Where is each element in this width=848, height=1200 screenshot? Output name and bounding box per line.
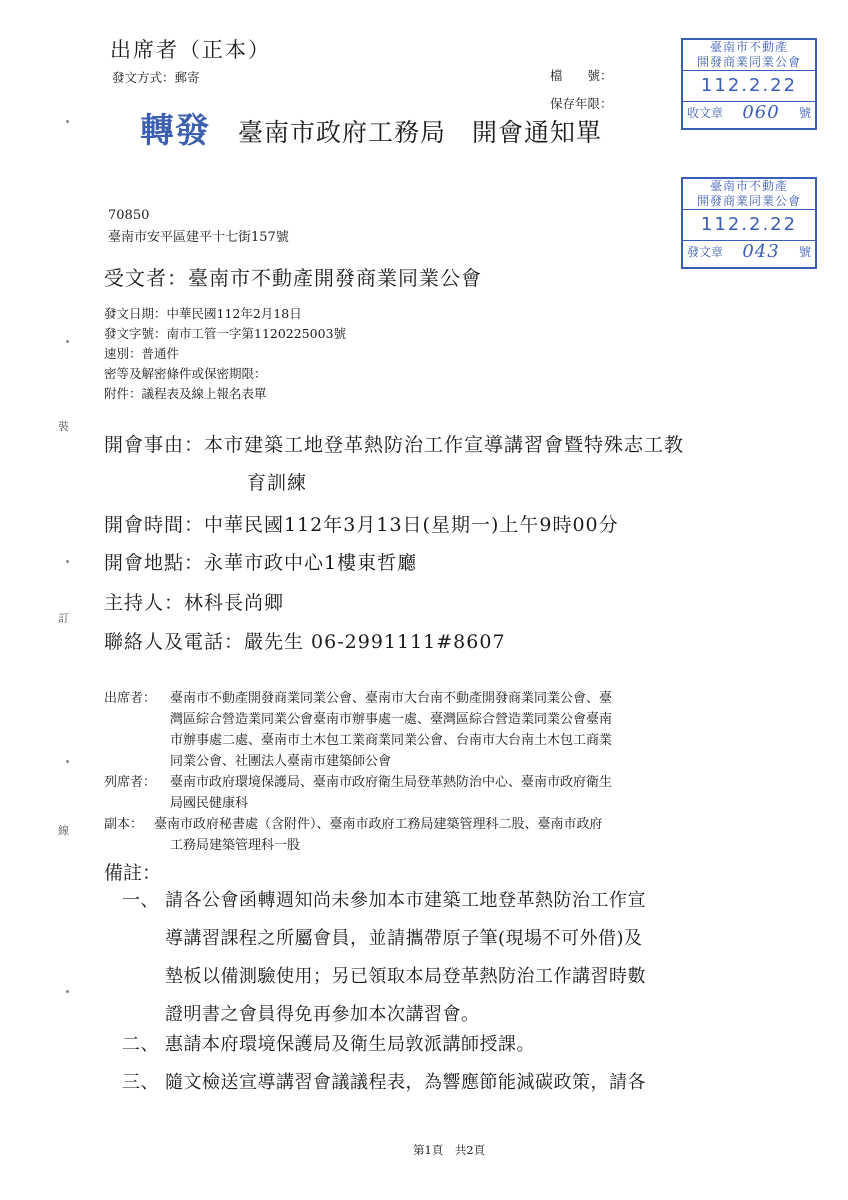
note-marker: 三、 [122,1072,159,1093]
note-line: 請各公會函轉週知尚未參加本市建築工地登革熱防治工作宣 [165,890,646,911]
observers-list [170,772,612,814]
note-item-1 [165,882,646,1034]
note-item-2 [165,1026,535,1064]
meeting-host: 主持人：林科長尚卿 [104,592,285,614]
street-address: 臺南市安平區建平十七街157號 [108,230,289,245]
meeting-reason: 開會事由：本市建築工地登革熱防治工作宣導講習會暨特殊志工教 [104,434,685,456]
speed-class: 速別：普通件 [104,346,180,361]
attendees-line: 同業公會、社團法人臺南市建築師公會 [170,754,392,769]
margin-dot [66,760,69,763]
note-line: 惠請本府環境保護局及衛生局敦派講師授課。 [165,1034,535,1055]
stamp-suffix: 號 [798,106,811,120]
attendees-line: 臺南市不動產開發商業同業公會、臺南市大台南不動產開發商業同業公會、臺 [170,691,613,706]
stamp-org-line2: 開發商業同業公會 [683,194,815,210]
note-line: 證明書之會員得免再參加本次講習會。 [165,1004,480,1025]
secrecy-level: 密等及解密條件或保密期限： [104,366,267,381]
attendees-list [170,688,612,772]
document-number: 發文字號：南市工管一字第1120225003號 [104,326,347,341]
note-line: 導講習課程之所屬會員，並請攜帶原子筆(現場不可外借)及 [165,928,643,949]
recipient: 受文者：臺南市不動產開發商業同業公會 [104,266,482,290]
note-item-3 [165,1064,646,1102]
page-number: 第1頁 共2頁 [413,1143,486,1157]
attachment: 附件：議程表及線上報名表單 [104,386,267,401]
zip-code: 70850 [108,208,150,223]
note-marker: 二、 [122,1034,159,1055]
copies-list [154,814,603,856]
margin-mark-staple: 訂 [58,612,69,625]
margin-mark-bind: 裝 [58,420,69,433]
receipt-stamp [681,38,817,130]
margin-mark-line: 線 [58,824,69,837]
stamp-date: 112.2.22 [683,210,815,241]
send-method: 發文方式：郵寄 [112,70,200,85]
stamp-org-line1: 臺南市不動產 [709,40,788,54]
document-title: 臺南市政府工務局 開會通知單 [238,118,603,147]
stamp-receipt-label: 收文章 [687,106,724,120]
attendees-label: 出席者： [104,691,157,706]
copies-label: 副本： [104,817,144,832]
margin-dot [66,120,69,123]
copy-label: 出席者（正本） [110,38,271,62]
margin-dot [66,340,69,343]
dispatch-stamp [681,177,817,269]
issue-date: 發文日期：中華民國112年2月18日 [104,306,302,321]
stamp-date: 112.2.22 [683,71,815,102]
note-marker: 一、 [122,890,159,911]
copies-line: 臺南市政府秘書處（含附件）、臺南市政府工務局建築管理科二股、臺南市政府 [154,817,603,832]
margin-dot [66,560,69,563]
note-line: 隨文檢送宣導講習會議議程表，為響應節能減碳政策，請各 [165,1072,646,1093]
stamp-org-line1: 臺南市不動產 [709,179,788,193]
stamp-suffix: 號 [798,245,811,259]
stamp-dispatch-label: 發文章 [687,245,724,259]
notes-heading: 備註： [104,862,162,884]
meeting-reason-cont: 育訓練 [247,472,308,494]
meeting-place: 開會地點：永華市政中心1樓東哲廳 [104,552,418,574]
retention-period: 保存年限： [550,96,613,111]
observers-line: 臺南市政府環境保護局、臺南市政府衛生局登革熱防治中心、臺南市政府衛生 [170,775,613,790]
observers-label: 列席者： [104,775,157,790]
stamp-org-line2: 開發商業同業公會 [683,55,815,71]
meeting-time: 開會時間：中華民國112年3月13日(星期一)上午9時00分 [104,514,619,536]
stamp-receipt-number: 060 [742,102,780,123]
observers-line: 局國民健康科 [170,796,249,811]
stamp-receipt-row [683,102,815,124]
attendees-line: 市辦事處二處、臺南市土木包工業商業同業公會、台南市大台南土木包工商業 [170,733,613,748]
margin-dot [66,990,69,993]
note-line: 墊板以備測驗使用；另已領取本局登革熱防治工作講習時數 [165,966,646,987]
stamp-dispatch-row [683,241,815,263]
attendees-line: 灣區綜合營造業同業公會臺南市辦事處一處、臺灣區綜合營造業同業公會臺南 [170,712,613,727]
stamp-dispatch-number: 043 [742,241,780,262]
archive-number: 檔 號： [550,68,613,83]
meeting-contact: 聯絡人及電話：嚴先生 06-2991111#8607 [104,631,506,653]
forward-stamp: 轉發 [140,111,210,151]
copies-line: 工務局建築管理科一股 [170,838,301,853]
